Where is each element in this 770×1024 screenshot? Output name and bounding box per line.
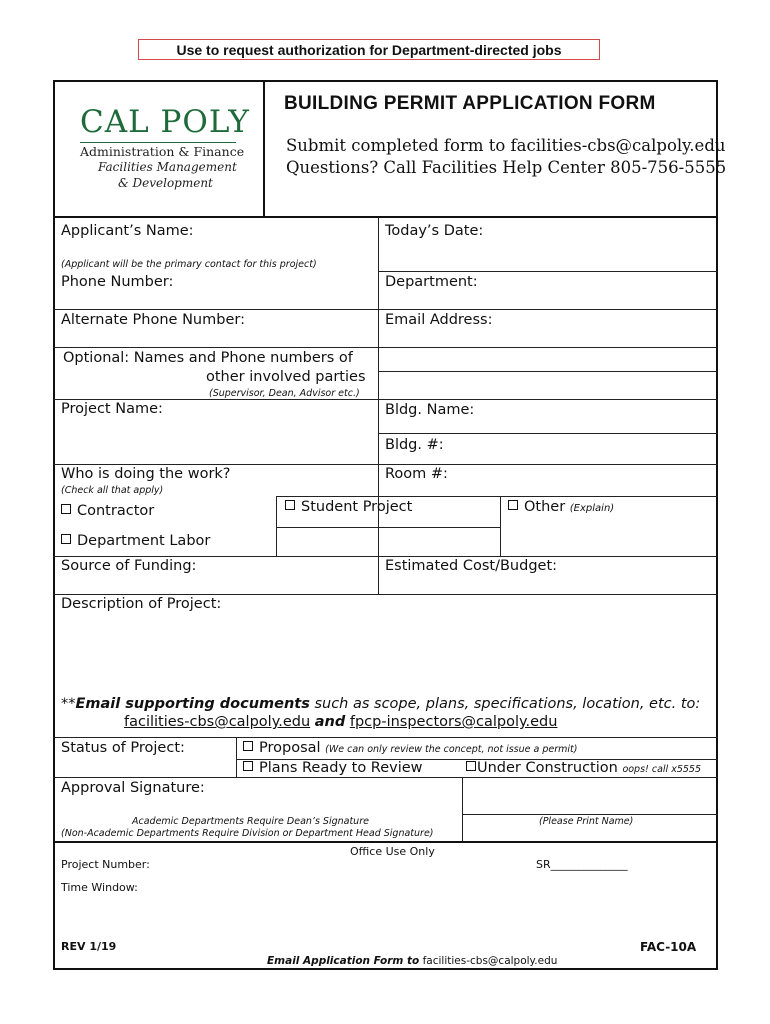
todays-date-label: Today’s Date: <box>385 223 484 239</box>
checkbox-icon[interactable] <box>243 761 253 771</box>
rule <box>53 594 718 595</box>
header-divider <box>263 80 265 216</box>
submit-line: Submit completed form to facilities-cbs@calpoly.edu <box>286 136 726 155</box>
rule <box>276 496 277 556</box>
footer-email[interactable]: facilities-cbs@calpoly.edu <box>422 955 558 967</box>
checkbox-icon[interactable] <box>243 741 253 751</box>
email-link-fpcp[interactable]: fpcp-inspectors@calpoly.edu <box>349 714 558 730</box>
optional-note: (Supervisor, Dean, Advisor etc.) <box>209 388 360 399</box>
rule <box>53 777 718 778</box>
checkbox-icon[interactable] <box>508 500 518 510</box>
print-name-note: (Please Print Name) <box>539 816 634 827</box>
and-word: and <box>314 714 346 730</box>
rule <box>53 309 718 310</box>
revision-label: REV 1/19 <box>61 940 117 953</box>
office-use-title: Office Use Only <box>350 845 435 858</box>
office-rule <box>53 841 718 843</box>
other-label: Other <box>524 499 566 515</box>
under-construction-label: Under Construction <box>477 760 618 776</box>
sr-field: SR______________ <box>536 858 628 871</box>
logo-name: CAL POLY <box>80 104 250 140</box>
applicant-name-label: Applicant’s Name: <box>61 223 194 239</box>
proposal-label: Proposal <box>259 740 321 756</box>
rule <box>53 737 718 738</box>
applicant-note: (Applicant will be the primary contact for this project) <box>61 259 317 270</box>
dept-labor-label: Department Labor <box>77 533 211 549</box>
description-label: Description of Project: <box>61 596 222 612</box>
checkbox-icon[interactable] <box>466 761 476 771</box>
project-name-label: Project Name: <box>61 401 163 417</box>
top-banner: Use to request authorization for Department-directed jobs <box>138 39 600 60</box>
status-label: Status of Project: <box>61 740 185 756</box>
email-label: Email Address: <box>385 312 493 328</box>
rule <box>53 347 718 348</box>
optional-line1: Optional: Names and Phone numbers of <box>63 350 353 366</box>
rule <box>53 464 718 465</box>
student-project-option[interactable] <box>285 499 412 515</box>
footer-email-line <box>267 955 557 967</box>
note-bold: Email supporting documents <box>75 696 310 712</box>
note-rest: such as scope, plans, specifications, location, etc. to: <box>309 696 701 712</box>
rule <box>276 527 500 528</box>
bldg-number-label: Bldg. #: <box>385 437 444 453</box>
logo-line3: & Development <box>118 176 213 190</box>
questions-line: Questions? Call Facilities Help Center 805-756-5555 <box>286 158 727 177</box>
email-docs-note <box>61 696 700 712</box>
rule <box>53 556 718 557</box>
funding-label: Source of Funding: <box>61 558 197 574</box>
rule <box>53 399 718 400</box>
center-divider <box>378 217 379 595</box>
contractor-label: Contractor <box>77 503 155 519</box>
rule <box>378 371 718 372</box>
who-label: Who is doing the work? <box>61 466 231 482</box>
checkbox-icon[interactable] <box>61 504 71 514</box>
rule <box>378 433 718 434</box>
header-bottom-rule <box>53 216 718 218</box>
rule <box>500 496 501 556</box>
proposal-option[interactable] <box>243 740 577 756</box>
time-window-label: Time Window: <box>61 881 138 894</box>
phone-label: Phone Number: <box>61 274 174 290</box>
note-prefix: ** <box>61 696 76 712</box>
contractor-option[interactable] <box>61 503 154 519</box>
alt-phone-label: Alternate Phone Number: <box>61 312 245 328</box>
approval-label: Approval Signature: <box>61 780 205 796</box>
rule <box>462 814 718 815</box>
logo-line1: Administration & Finance <box>80 144 245 159</box>
other-option[interactable] <box>508 499 614 515</box>
under-construction-note: oops! call x5555 <box>622 764 702 775</box>
form-title: BUILDING PERMIT APPLICATION FORM <box>284 93 656 114</box>
optional-line2: other involved parties <box>206 369 366 385</box>
cost-label: Estimated Cost/Budget: <box>385 558 558 574</box>
logo-line2: Facilities Management <box>98 160 237 174</box>
proposal-note: (We can only review the concept, not issue a permit) <box>325 744 578 755</box>
room-label: Room #: <box>385 466 448 482</box>
rule <box>276 496 718 497</box>
checkbox-icon[interactable] <box>61 534 71 544</box>
rule <box>378 271 718 272</box>
plans-label: Plans Ready to Review <box>259 760 423 776</box>
department-label: Department: <box>385 274 478 290</box>
rule <box>236 737 237 778</box>
plans-option[interactable] <box>243 760 423 776</box>
rule <box>462 777 463 841</box>
logo-rule <box>80 142 236 143</box>
email-docs-addresses <box>124 714 557 730</box>
approval-note1: Academic Departments Require Dean’s Signature <box>132 816 369 827</box>
approval-note2: (Non-Academic Departments Require Division or Department Head Signature) <box>61 828 434 839</box>
checkbox-icon[interactable] <box>285 500 295 510</box>
dept-labor-option[interactable] <box>61 533 210 549</box>
other-note: (Explain) <box>569 503 615 514</box>
project-number-label: Project Number: <box>61 858 150 871</box>
who-note: (Check all that apply) <box>61 485 164 496</box>
bldg-name-label: Bldg. Name: <box>385 402 475 418</box>
form-code: FAC-10A <box>640 940 697 954</box>
footer-bold: Email Application Form to <box>267 955 420 967</box>
email-link-cbs[interactable]: facilities-cbs@calpoly.edu <box>124 714 311 730</box>
under-construction-option[interactable] <box>466 760 701 776</box>
student-project-label: Student Project <box>301 499 413 515</box>
